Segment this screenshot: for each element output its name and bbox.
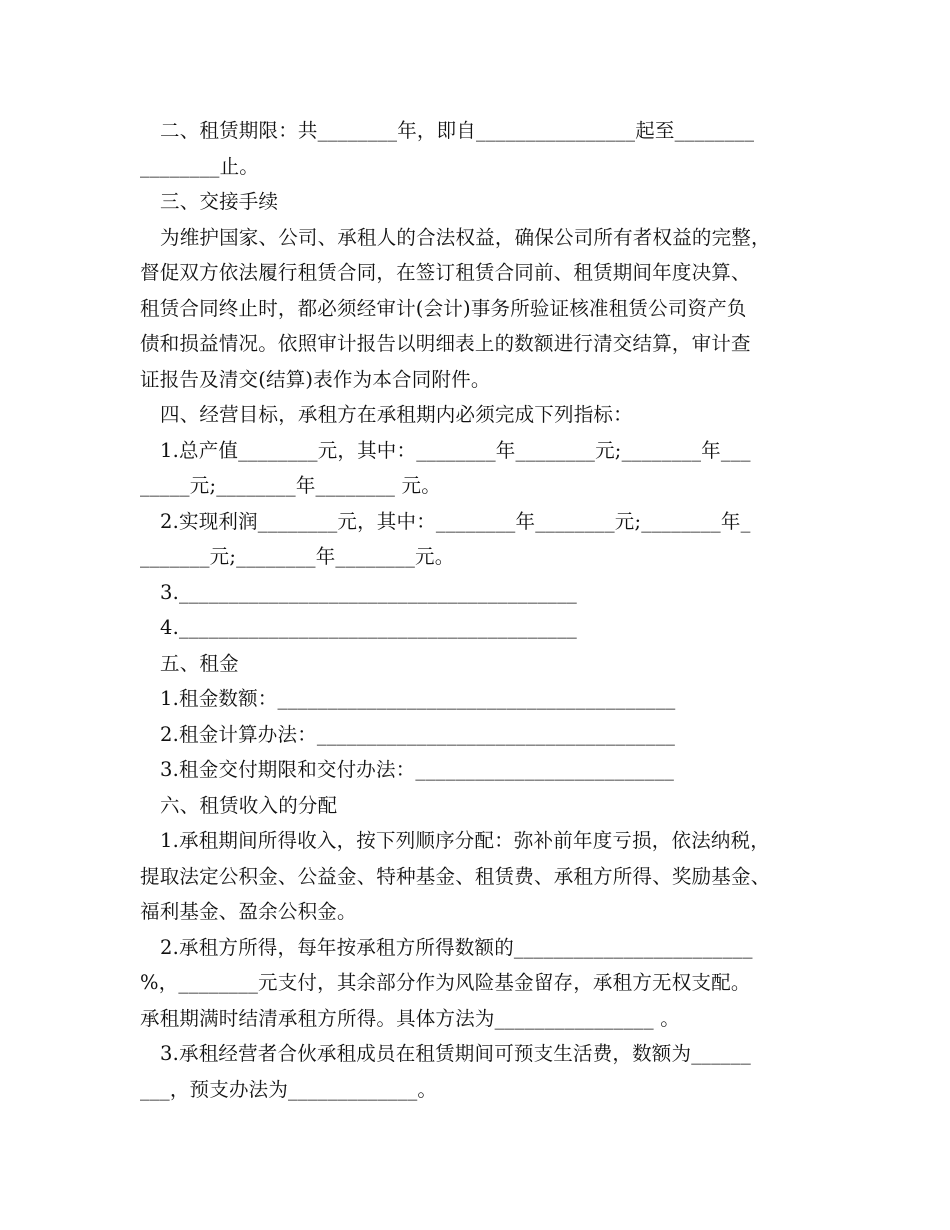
clause-2-lease-term-cont: ________止。 [140,155,259,178]
clause-6-item-1: 1.承租期间所得收入，按下列顺序分配：弥补前年度亏损，依法纳税， [160,829,771,852]
clause-3-body-line-2: 督促双方依法履行租赁合同，在签订租赁合同前、租赁期间年度决算、 [140,261,751,284]
clause-4-item-1-cont: _____元;________年________ 元。 [140,474,441,497]
clause-4-item-3: 3.________________________________________ [160,581,578,604]
clause-4-item-1: 1.总产值________元，其中：________年________元;________年___ [160,439,751,462]
clause-3-heading: 三、交接手续 [160,190,279,213]
clause-2-lease-term: 二、租赁期限：共________年，即自________________起至________ [160,119,755,142]
clause-4-item-2: 2.实现利润________元，其中：________年________元;________年_ [160,510,751,533]
clause-6-item-3: 3.承租经营者合伙承租成员在租赁期间可预支生活费，数额为______ [160,1042,751,1065]
clause-6-item-2: 2.承租方所得，每年按承租方所得数额的________________________ [160,936,753,959]
clause-4-heading: 四、经营目标，承租方在承租期内必须完成下列指标： [160,403,633,426]
clause-4-item-2-cont: _______元;________年________元。 [140,545,455,568]
clause-3-body-line-1: 为维护国家、公司、承租人的合法权益，确保公司所有者权益的完整， [160,226,771,249]
clause-4-item-4: 4.________________________________________ [160,616,578,639]
clause-6-item-2-cont-2: 承租期满时结清承租方所得。具体方法为________________ 。 [140,1007,680,1030]
clause-6-item-3-cont: ___，预支办法为_____________。 [140,1078,438,1101]
clause-3-body-line-4: 债和损益情况。依照审计报告以明细表上的数额进行清交结算，审计查 [140,332,751,355]
clause-5-item-1: 1.租金数额：________________________________________ [160,687,676,710]
clause-6-heading: 六、租赁收入的分配 [160,794,338,817]
clause-5-item-2: 2.租金计算办法：____________________________________ [160,723,676,746]
clause-6-item-2-cont-1: %，________元支付，其余部分作为风险基金留存，承租方无权支配。 [140,971,751,994]
clause-3-body-line-3: 租赁合同终止时，都必须经审计(会计)事务所验证核准租赁公司资产负 [140,297,747,320]
clause-6-item-1-cont-1: 提取法定公积金、公益金、特种基金、租赁费、承租方所得、奖励基金、 [140,865,771,888]
clause-3-body-line-5: 证报告及清交(结算)表作为本合同附件。 [140,368,491,391]
clause-6-item-1-cont-2: 福利基金、盈余公积金。 [140,900,357,923]
clause-5-item-3: 3.租金交付期限和交付办法：__________________________ [160,758,675,781]
clause-5-heading: 五、租金 [160,652,239,675]
